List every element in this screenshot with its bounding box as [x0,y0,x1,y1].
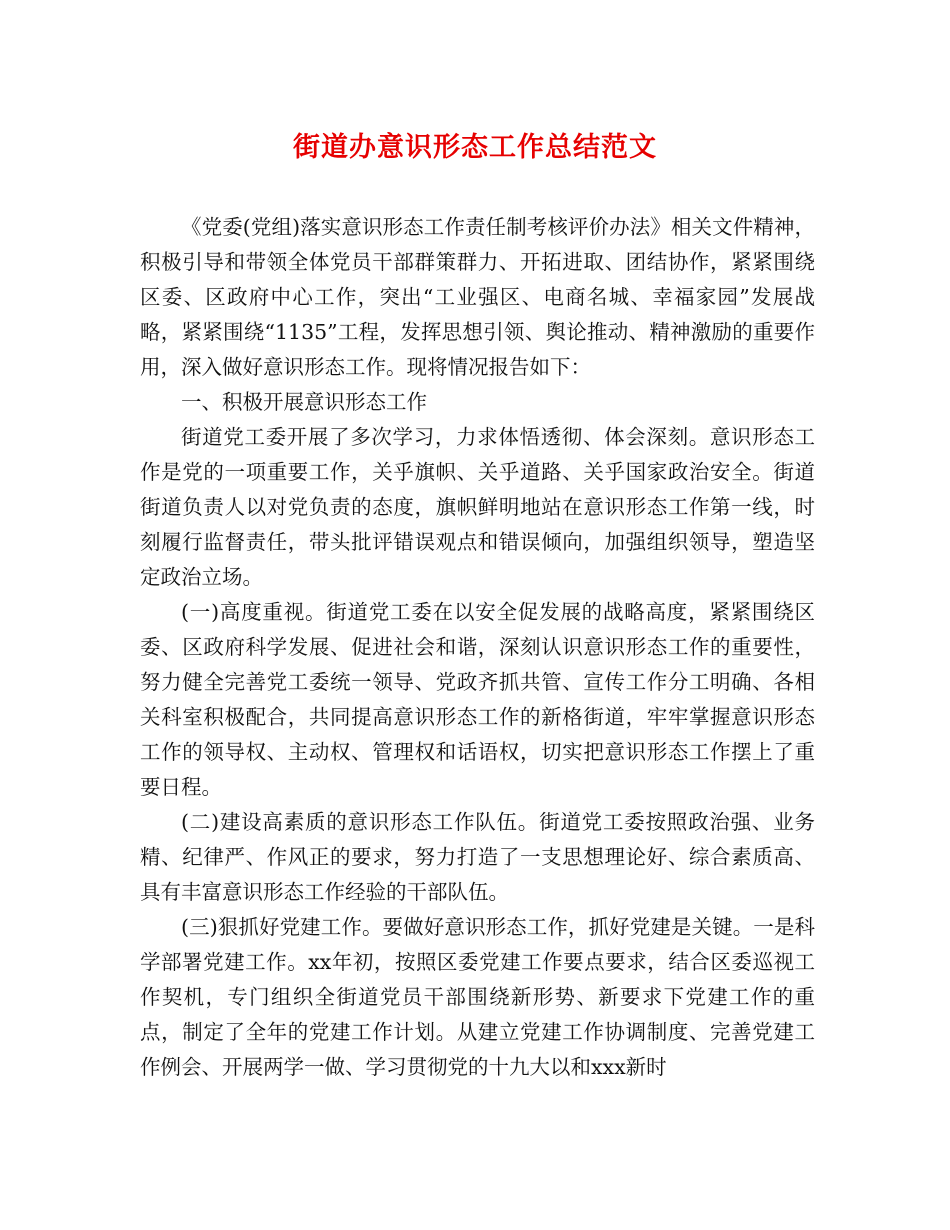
paragraph-subsection-2: (二)建设高素质的意识形态工作队伍。街道党工委按照政治强、业务精、纪律严、作风正的要求，努力打造了一支思想理论好、综合素质高、具有丰富意识形态工作经验的干部队伍。 [140,810,815,904]
paragraph-subsection-1: (一)高度重视。街道党工委在以安全促发展的战略高度，紧紧围绕区委、区政府科学发展、促进社会和谐，深刻认识意识形态工作的重要性，努力健全完善党工委统一领导、党政齐抓共管、宣传工作分工明确、各相关科室积极配合，共同提高意识形态工作的新格街道，牢牢掌握意识形态工作的领导权、主动权、管理权和话语权，切实把意识形态工作摆上了重要日程。 [140,600,815,799]
section-heading-1: 一、积极开展意识形态工作 [181,390,427,414]
paragraph-intro: 《党委(党组)落实意识形态工作责任制考核评价办法》相关文件精神，积极引导和带领全体党员干部群策群力、开拓进取、团结协作，紧紧围绕区委、区政府中心工作，突出“工业强区、电商名城、幸福家园”发展战略，紧紧围绕“1135”工程，发挥思想引领、舆论推动、精神激励的重要作用，深入做好意识形态工作。现将情况报告如下： [140,215,815,379]
document-body [140,210,815,1085]
document-title: 街道办意识形态工作总结范文 [293,132,657,163]
paragraph-subsection-3: (三)狠抓好党建工作。要做好意识形态工作，抓好党建是关键。一是科学部署党建工作。xx年初，按照区委党建工作要点要求，结合区委巡视工作契机，专门组织全街道党员干部围绕新形势、新要求下党建工作的重点，制定了全年的党建工作计划。从建立党建工作协调制度、完善党建工作例会、开展两学一做、学习贯彻党的十九大以和xxx新时 [140,915,815,1079]
paragraph-section-1: 街道党工委开展了多次学习，力求体悟透彻、体会深刻。意识形态工作是党的一项重要工作，关乎旗帜、关乎道路、关乎国家政治安全。街道街道负责人以对党负责的态度，旗帜鲜明地站在意识形态工作第一线，时刻履行监督责任，带头批评错误观点和错误倾向，加强组织领导，塑造坚定政治立场。 [140,425,815,589]
